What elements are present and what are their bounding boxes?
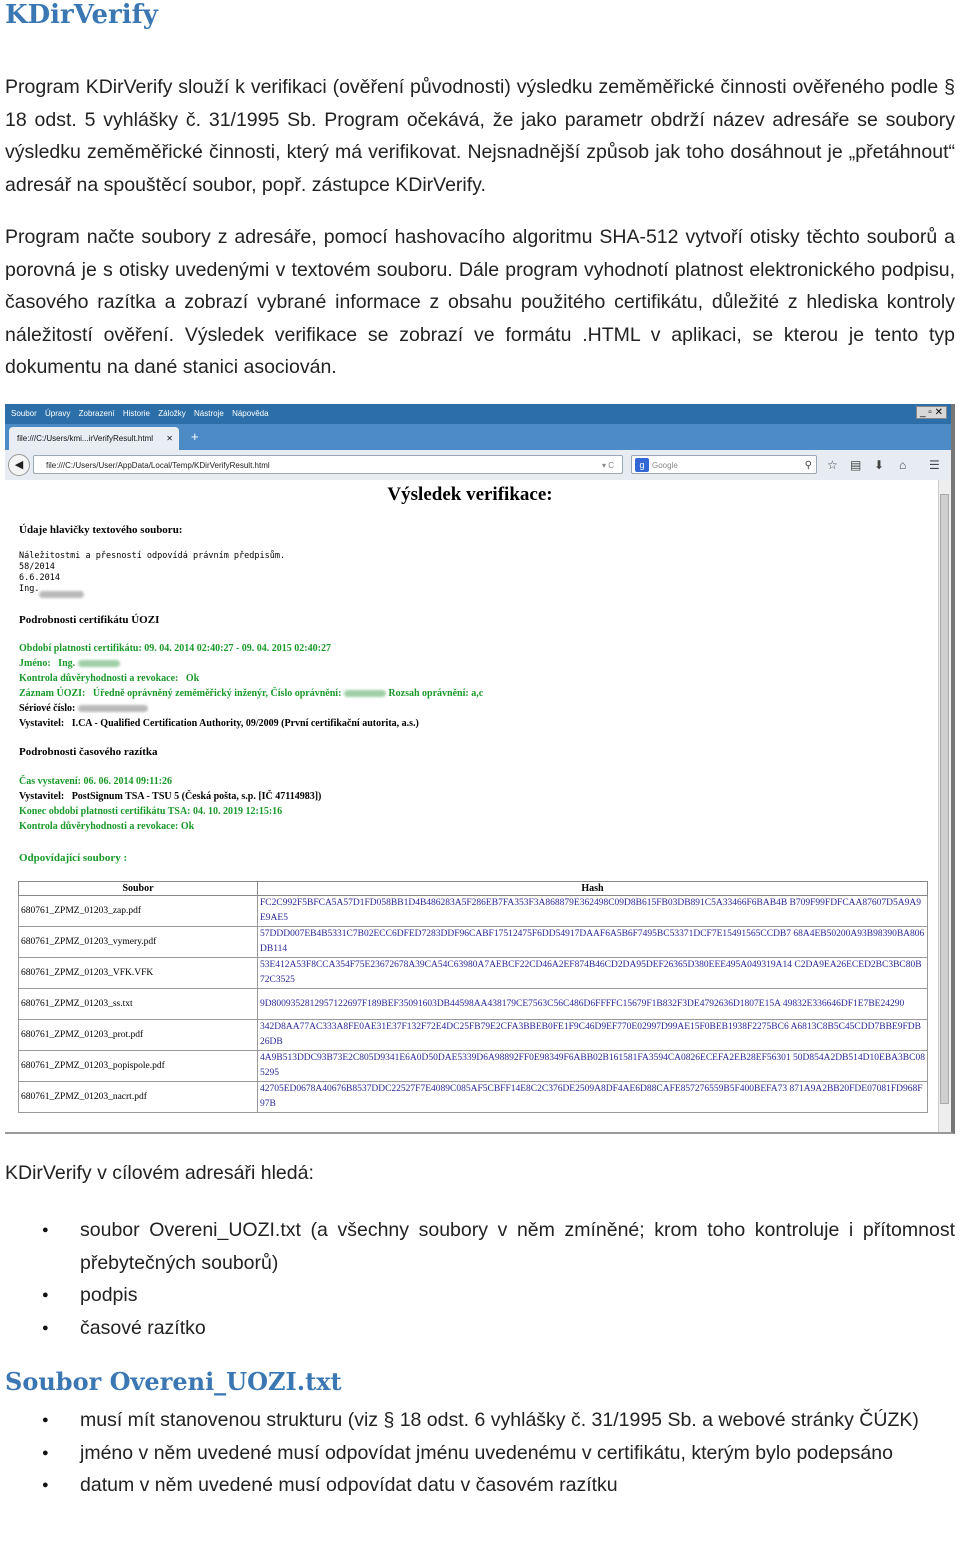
list-item: ● soubor Overeni_UOZI.txt (a všechny soubory v něm zmíněné; krom toho kontroluje i přítomnost přebytečných souborů) xyxy=(0,1214,955,1279)
browser-tab[interactable] xyxy=(9,427,179,450)
file-name: 680761_ZPMZ_01203_vymery.pdf xyxy=(19,927,258,958)
header-section-title: Údaje hlavičky textového souboru: xyxy=(19,524,183,536)
navigation-bar xyxy=(5,450,951,481)
cert-issuer-value: I.CA - Qualified Certification Authority, 09/2009 (První certifikační autorita, a.s.) xyxy=(71,718,419,729)
tab-strip xyxy=(5,424,951,450)
ts-trust: Kontrola důvěryhodnosti a revokace: Ok xyxy=(19,821,195,832)
file-name: 680761_ZPMZ_01203_ss.txt xyxy=(19,989,258,1020)
download-icon[interactable]: ⬇ xyxy=(874,458,885,472)
cert-serial-row xyxy=(19,703,148,714)
search-input[interactable] xyxy=(631,455,817,474)
file-hash: 342D8AA77AC333A8FE0AE31E37F132F72E4DC25FB79E2CFA3BBEB0FE1F9C46D9EF770E02997D99AE15F0BEB1938F2275BC6 A6813C8B5C45CDD7BBE9FDB26DB xyxy=(258,1020,928,1051)
star-icon[interactable]: ☆ xyxy=(827,458,838,472)
table-row xyxy=(19,1020,928,1051)
file-name: 680761_ZPMZ_01203_VFK.VFK xyxy=(19,958,258,989)
ts-cert-end: Konec období platnosti certifikátu TSA: 04. 10. 2019 12:15:16 xyxy=(19,806,283,817)
result-heading: Výsledek verifikace: xyxy=(387,484,553,505)
intro-paragraph-1: Program KDirVerify slouží k verifikaci (ověření původnosti) výsledku zeměměřické činnosti ověřeného podle § 18 odst. 5 vyhlášky č. 31/1995 Sb. Program očekává, že jako parametr obdrží název adresáře se soubory výsledku zeměměřické činnosti, který má verifikovat. Nejsnadnější způsob jak toho dosáhnout je „přetáhnout“ adresář na spouštěcí soubor, popř. zástupce KDirVerify. xyxy=(5,76,955,196)
intro-paragraph-2: Program načte soubory z adresáře, pomocí hashovacího algoritmu SHA-512 vytvoří otisky těchto souborů a porovná je s otisky uvedenými v textovém souboru. Dále program vyhodnotí platnost elektronického podpisu, časového razítka a zobrazí vybrané informace z obsahu použitého certifikátu, důležité z hlediska kontroly náležitostí ověření. Výsledek verifikace se zobrazí ve formátu .HTML v aplikaci, se kterou je tento typ dokumentu na dané stanici asociován. xyxy=(5,226,955,378)
verify-result-page xyxy=(5,480,951,1134)
cert-trust-row xyxy=(19,673,199,684)
redacted-license-number xyxy=(344,690,386,697)
ts-time: Čas vystavení: 06. 06. 2014 09:11:26 xyxy=(19,776,173,787)
file-name: 680761_ZPMZ_01203_zap.pdf xyxy=(19,896,258,927)
redacted-cert-name xyxy=(78,660,120,667)
menu-icon[interactable]: ☰ xyxy=(929,458,940,472)
ts-issuer-label: Vystavitel: xyxy=(19,791,65,802)
tab-title: file:///C:/Users/kmi...irVerifyResult.html xyxy=(17,434,154,443)
redacted-serial xyxy=(78,705,148,712)
column-header-file: Soubor xyxy=(19,882,258,896)
table-row xyxy=(19,989,928,1020)
ts-section-title: Podrobnosti časového razítka xyxy=(19,746,158,758)
file-name: 680761_ZPMZ_01203_nacrt.pdf xyxy=(19,1082,258,1113)
list-item: ● datum v něm uvedené musí odpovídat datu v časovém razítku xyxy=(0,1469,955,1502)
table-row xyxy=(19,1051,928,1082)
file-hash: 4A9B513DDC93B73E2C805D9341E6A0D50DAE5339D6A98892FF0E98349F6ABB02B161581FA3594CA0826ECEFA2EB28EF56301 50D854A2DB514D10EBA3BC085295 xyxy=(258,1051,928,1082)
cert-record-scope: Rozsah oprávnění: a,c xyxy=(388,688,484,699)
section-title: Soubor Overeni_UOZI.txt xyxy=(5,1367,342,1396)
cert-name-row xyxy=(19,658,120,669)
list-item: ● časové razítko xyxy=(0,1312,955,1345)
ts-issuer-value: PostSignum TSA - TSU 5 (Česká pošta, s.p. [IČ 47114983]) xyxy=(71,791,322,802)
table-row xyxy=(19,896,928,927)
browser-screenshot xyxy=(5,404,955,1134)
cert-issuer-label: Vystavitel: xyxy=(19,718,65,729)
home-icon[interactable]: ⌂ xyxy=(899,458,907,472)
table-row xyxy=(19,927,928,958)
cert-trust-label: Kontrola důvěryhodnosti a revokace: xyxy=(19,673,179,684)
menu-item-view[interactable]: Zobrazení xyxy=(78,409,115,418)
browser-menubar xyxy=(5,404,951,424)
new-tab-icon[interactable]: + xyxy=(191,429,199,444)
file-hash: 53E412A53F8CCA354F75E23672678A39CA54C63980A7AEBCF22CD46A2EF874B46CD2DA95DEF26365D380EEE495A049319A14 C2DA9EA26ECED2BC3BC80B72C3525 xyxy=(258,958,928,989)
header-lines: Náležitostmi a přesností odpovídá právním předpisům. 58/2014 6.6.2014 Ing. xyxy=(19,551,286,594)
back-arrow-icon: ◀ xyxy=(14,459,24,471)
file-hash: 42705ED0678A40676B8537DDC22527F7E4089C085AF5CBFF14E8C2C376DE2509A8DF4AE6D88CAFE857276559B5F400BEFA73 871A9A2BB20FDE07081FD968F97B xyxy=(258,1082,928,1113)
file-name: 680761_ZPMZ_01203_prot.pdf xyxy=(19,1020,258,1051)
menu-item-bookmarks[interactable]: Záložky xyxy=(158,409,186,418)
back-button[interactable] xyxy=(8,454,30,476)
cert-issuer-row xyxy=(19,718,419,729)
file-hash: 9D8009352812957122697F189BEF35091603DB44598AA438179CE7563C56C486D6FFFFC15679F1B832F3DE4792636D1807E15A 49832E336646DF1E7BE24290 xyxy=(258,989,928,1020)
window-controls[interactable]: _ ▫ ✕ xyxy=(916,406,947,419)
cert-record-value: Úředně oprávněný zeměměřický inženýr, Číslo oprávnění: xyxy=(92,688,342,699)
cert-serial-label: Sériové číslo: xyxy=(19,703,76,714)
list-item: ● musí mít stanovenou strukturu (viz § 18 odst. 6 vyhlášky č. 31/1995 Sb. a webové stránky ČÚZK) xyxy=(0,1404,955,1437)
table-row xyxy=(19,958,928,989)
cert-name-value: Ing. xyxy=(58,658,76,669)
file-name: 680761_ZPMZ_01203_popispole.pdf xyxy=(19,1051,258,1082)
search-intro: KDirVerify v cílovém adresáři hledá: xyxy=(5,1162,314,1184)
menu-item-help[interactable]: Nápověda xyxy=(232,409,269,418)
file-hash: 57DDD007EB4B5331C7B02ECC6DFED7283DDF96CABF17512475F6DD54917DAAF6A5B6F7495BC53371DCF7E15491565CCDB7 68A4EB50200A93B98390BA806DB114 xyxy=(258,927,928,958)
menu-item-file[interactable]: Soubor xyxy=(11,409,37,418)
cert-validity: Období platnosti certifikátu: 09. 04. 2014 02:40:27 - 09. 04. 2015 02:40:27 xyxy=(19,643,331,654)
file-hash: FC2C992F5BFCA5A57D1FD058BB1D4B486283A5F286EB7FA353F3A868879E362498C09D8B615FB03DB891C5A33466F6BAB4B B709F99FDFCAA87607D5A9A9E9AE5 xyxy=(258,896,928,927)
close-tab-icon[interactable]: ✕ xyxy=(166,434,173,443)
page-title: KDirVerify xyxy=(5,0,158,30)
column-header-hash: Hash xyxy=(258,882,928,896)
list-item: ● podpis xyxy=(0,1279,955,1312)
list-item: ● jméno v něm uvedené musí odpovídat jménu uvedenému v certifikátu, kterým bylo podepsáno xyxy=(0,1437,955,1470)
requirements-list xyxy=(0,1404,955,1502)
scrollbar-thumb[interactable] xyxy=(940,494,949,1104)
menu-item-edit[interactable]: Úpravy xyxy=(45,409,71,418)
ts-issuer-row xyxy=(19,791,321,802)
bookmarks-icon[interactable]: ▤ xyxy=(850,458,862,472)
cert-name-label: Jméno: xyxy=(19,658,51,669)
search-placeholder: Google xyxy=(652,461,678,470)
cert-trust-value: Ok xyxy=(185,673,200,684)
cert-record-label: Záznam ÚOZI: xyxy=(19,688,86,699)
url-text: file:///C:/Users/User/AppData/Local/Temp/KDirVerifyResult.html xyxy=(46,461,270,470)
address-bar[interactable] xyxy=(33,455,623,474)
cert-section-title: Podrobnosti certifikátu ÚOZI xyxy=(19,614,160,626)
menu-item-tools[interactable]: Nástroje xyxy=(194,409,224,418)
vertical-scrollbar[interactable] xyxy=(938,480,951,1134)
reload-icon[interactable]: ▾ C xyxy=(601,461,614,470)
search-items-list xyxy=(0,1214,955,1344)
files-title: Odpovídající soubory : xyxy=(19,852,128,864)
cert-record-row xyxy=(19,688,483,699)
search-icon[interactable]: ⚲ xyxy=(804,460,812,471)
google-icon[interactable]: g xyxy=(635,458,649,472)
redacted-name xyxy=(39,591,84,598)
files-hash-table xyxy=(18,881,928,1113)
menu-item-history[interactable]: Historie xyxy=(122,409,150,418)
table-row xyxy=(19,1082,928,1113)
